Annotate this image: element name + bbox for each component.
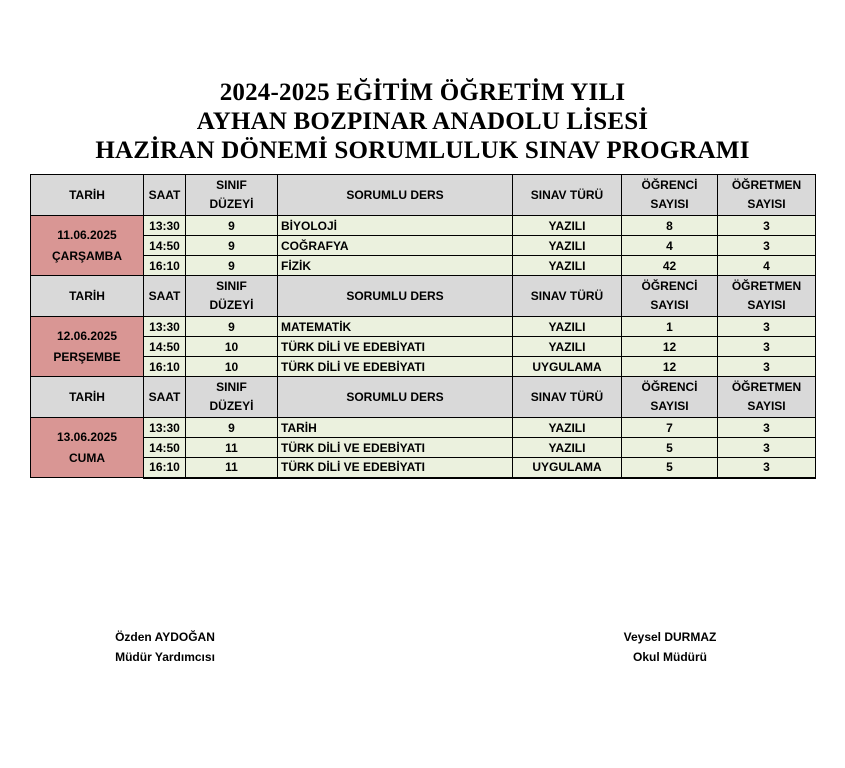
header-row (31, 377, 816, 418)
exam-row (31, 438, 816, 458)
exam-row (31, 357, 816, 377)
header-subject: SORUMLU DERS (278, 377, 513, 418)
exam-subject: BİYOLOJİ (278, 216, 513, 236)
exam-subject: FİZİK (278, 256, 513, 276)
exam-schedule-body (31, 175, 816, 478)
exam-type: UYGULAMA (513, 458, 622, 478)
student-count: 7 (622, 418, 718, 438)
student-count: 12 (622, 337, 718, 357)
header-students-line1: ÖĞRENCİ (641, 279, 698, 293)
signature-title: Okul Müdürü (633, 650, 707, 664)
exam-grade: 11 (186, 458, 278, 478)
signature-assistant-principal (95, 627, 235, 667)
exam-time: 13:30 (144, 216, 186, 236)
exam-weekday: PERŞEMBE (53, 349, 121, 364)
exam-grade: 11 (186, 438, 278, 458)
header-grade-line2: DÜZEYİ (209, 197, 254, 211)
header-time: SAAT (144, 175, 186, 216)
header-teachers (718, 377, 816, 418)
exam-grade: 9 (186, 317, 278, 337)
exam-subject: TARİH (278, 418, 513, 438)
exam-subject: TÜRK DİLİ VE EDEBİYATI (278, 458, 513, 478)
header-grade (186, 175, 278, 216)
student-count: 5 (622, 438, 718, 458)
header-teachers-line2: SAYISI (747, 197, 786, 211)
teacher-count: 3 (718, 357, 816, 377)
header-date: TARİH (31, 175, 144, 216)
header-teachers-line1: ÖĞRETMEN (731, 380, 802, 394)
exam-row (31, 236, 816, 256)
teacher-count: 3 (718, 216, 816, 236)
exam-time: 13:30 (144, 418, 186, 438)
teacher-count: 3 (718, 317, 816, 337)
header-students-line2: SAYISI (650, 197, 689, 211)
exam-time: 16:10 (144, 256, 186, 276)
header-grade-line2: DÜZEYİ (209, 399, 254, 413)
exam-subject: COĞRAFYA (278, 236, 513, 256)
exam-row (31, 418, 816, 438)
exam-subject: TÜRK DİLİ VE EDEBİYATI (278, 357, 513, 377)
header-exam-type: SINAV TÜRÜ (513, 175, 622, 216)
header-subject: SORUMLU DERS (278, 175, 513, 216)
header-row (31, 175, 816, 216)
signature-name: Veysel DURMAZ (623, 630, 717, 644)
header-students (622, 377, 718, 418)
header-students-line2: SAYISI (650, 298, 689, 312)
student-count: 1 (622, 317, 718, 337)
exam-row (31, 337, 816, 357)
exam-weekday: ÇARŞAMBA (52, 248, 122, 263)
exam-grade: 9 (186, 216, 278, 236)
exam-subject: TÜRK DİLİ VE EDEBİYATI (278, 438, 513, 458)
header-time: SAAT (144, 377, 186, 418)
header-teachers (718, 175, 816, 216)
header-teachers-line1: ÖĞRETMEN (731, 279, 802, 293)
header-grade-line2: DÜZEYİ (209, 298, 254, 312)
student-count: 12 (622, 357, 718, 377)
header-students (622, 276, 718, 317)
exam-time: 16:10 (144, 458, 186, 478)
header-exam-type: SINAV TÜRÜ (513, 276, 622, 317)
teacher-count: 3 (718, 438, 816, 458)
exam-time: 14:50 (144, 337, 186, 357)
exam-type: YAZILI (513, 236, 622, 256)
title-school-year: 2024-2025 EĞİTİM ÖĞRETİM YILI (219, 79, 626, 106)
header-grade (186, 276, 278, 317)
exam-grade: 10 (186, 337, 278, 357)
exam-time: 14:50 (144, 438, 186, 458)
header-row (31, 276, 816, 317)
header-grade-line1: SINIF (216, 178, 247, 192)
header-teachers (718, 276, 816, 317)
header-teachers-line2: SAYISI (747, 298, 786, 312)
document-title (0, 78, 845, 165)
student-count: 4 (622, 236, 718, 256)
header-teachers-line1: ÖĞRETMEN (731, 178, 802, 192)
header-subject: SORUMLU DERS (278, 276, 513, 317)
header-students-line1: ÖĞRENCİ (641, 178, 698, 192)
header-exam-type: SINAV TÜRÜ (513, 377, 622, 418)
header-time: SAAT (144, 276, 186, 317)
exam-grade: 10 (186, 357, 278, 377)
header-students-line2: SAYISI (650, 399, 689, 413)
exam-type: YAZILI (513, 418, 622, 438)
exam-schedule-table (30, 174, 816, 479)
student-count: 8 (622, 216, 718, 236)
exam-weekday: CUMA (69, 450, 105, 465)
signature-principal (600, 627, 740, 667)
header-grade-line1: SINIF (216, 380, 247, 394)
student-count: 42 (622, 256, 718, 276)
exam-row (31, 216, 816, 236)
header-grade (186, 377, 278, 418)
exam-row (31, 458, 816, 478)
exam-time: 14:50 (144, 236, 186, 256)
teacher-count: 3 (718, 458, 816, 478)
exam-type: YAZILI (513, 337, 622, 357)
signature-name: Özden AYDOĞAN (115, 630, 215, 644)
title-school-name: AYHAN BOZPINAR ANADOLU LİSESİ (196, 108, 649, 135)
header-grade-line1: SINIF (216, 279, 247, 293)
exam-date: 13.06.2025 (56, 429, 118, 444)
teacher-count: 3 (718, 418, 816, 438)
exam-grade: 9 (186, 418, 278, 438)
exam-subject: TÜRK DİLİ VE EDEBİYATI (278, 337, 513, 357)
date-cell (31, 418, 144, 478)
header-date: TARİH (31, 276, 144, 317)
exam-type: YAZILI (513, 438, 622, 458)
exam-row (31, 256, 816, 276)
date-cell (31, 317, 144, 377)
student-count: 5 (622, 458, 718, 478)
teacher-count: 3 (718, 337, 816, 357)
teacher-count: 3 (718, 236, 816, 256)
exam-type: UYGULAMA (513, 357, 622, 377)
exam-grade: 9 (186, 256, 278, 276)
exam-date: 12.06.2025 (56, 328, 118, 343)
exam-type: YAZILI (513, 317, 622, 337)
exam-time: 13:30 (144, 317, 186, 337)
exam-type: YAZILI (513, 256, 622, 276)
exam-date: 11.06.2025 (57, 227, 117, 242)
signature-title: Müdür Yardımcısı (115, 650, 215, 664)
exam-row (31, 317, 816, 337)
header-date: TARİH (31, 377, 144, 418)
title-exam-program: HAZİRAN DÖNEMİ SORUMLULUK SINAV PROGRAMI (95, 137, 750, 164)
exam-time: 16:10 (144, 357, 186, 377)
teacher-count: 4 (718, 256, 816, 276)
header-teachers-line2: SAYISI (747, 399, 786, 413)
header-students (622, 175, 718, 216)
date-cell (31, 216, 144, 276)
exam-type: YAZILI (513, 216, 622, 236)
exam-grade: 9 (186, 236, 278, 256)
exam-subject: MATEMATİK (278, 317, 513, 337)
header-students-line1: ÖĞRENCİ (641, 380, 698, 394)
